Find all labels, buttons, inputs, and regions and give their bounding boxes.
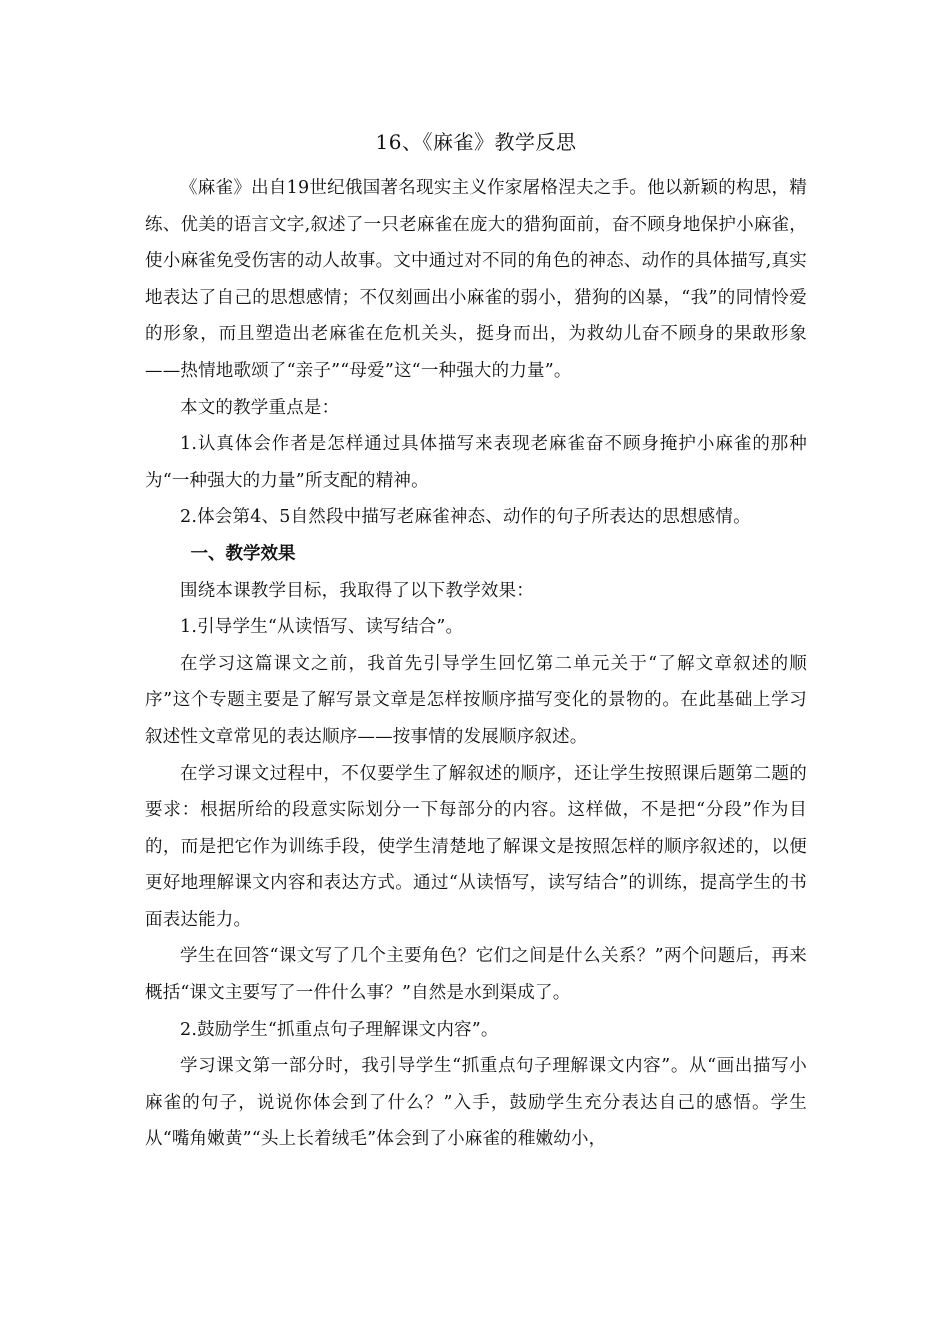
section-heading-teaching-effect: 一、教学效果 xyxy=(190,543,296,564)
document-page xyxy=(145,122,807,1158)
effect-point-1-paragraph-3: 学生在回答“课文写了几个主要角色？它们之间是什么关系？”两个问题后，再来概括“课文主要写了一件什么事？”自然是水到渠成了。 xyxy=(145,946,807,1004)
effect-intro-paragraph: 围绕本课教学目标，我取得了以下教学效果： xyxy=(180,580,534,601)
teaching-focus-label: 本文的教学重点是： xyxy=(180,397,340,418)
effect-point-1-paragraph-2: 在学习课文过程中，不仅要学生了解叙述的顺序，还让学生按照课后题第二题的要求：根据所给的段意实际划分一下每部分的内容。这样做，不是把“分段”作为目的，而是把它作为训练手段，使学生清楚地了解课文是按照怎样的顺序叙述的，以便更好地理解课文内容和表达方式。通过“从读悟写，读写结合”的训练，提高学生的书面表达能力。 xyxy=(145,763,807,930)
document-title: 16、《麻雀》教学反思 xyxy=(375,130,577,154)
teaching-focus-item-2: 2.体会第4、5自然段中描写老麻雀神态、动作的句子所表达的思想感情。 xyxy=(180,507,751,528)
intro-paragraph: 《麻雀》出自19世纪俄国著名现实主义作家屠格涅夫之手。他以新颖的构思，精练、优美的语言文字,叙述了一只老麻雀在庞大的猎狗面前，奋不顾身地保护小麻雀，使小麻雀免受伤害的动人故事。文中通过对不同的角色的神态、动作的具体描写,真实地表达了自己的思想感情；不仅刻画出小麻雀的弱小，猎狗的凶暴，“我”的同情怜爱的形象，而且塑造出老麻雀在危机关头，挺身而出，为救幼儿奋不顾身的果敢形象——热情地歌颂了“亲子”“母爱”这“一种强大的力量”。 xyxy=(145,178,807,381)
effect-point-1-title: 1.引导学生“从读悟写、读写结合”。 xyxy=(180,617,464,638)
effect-point-2-paragraph-1: 学习课文第一部分时，我引导学生“抓重点句子理解课文内容”。从“画出描写小麻雀的句子，说说你体会到了什么？”入手，鼓励学生充分表达自己的感悟。学生从“嘴角嫩黄”“头上长着绒毛”体会到了小麻雀的稚嫩幼小， xyxy=(145,1056,807,1150)
effect-point-2-title: 2.鼓励学生“抓重点句子理解课文内容”。 xyxy=(180,1019,499,1040)
teaching-focus-item-1: 1.认真体会作者是怎样通过具体描写来表现老麻雀奋不顾身掩护小麻雀的那种为“一种强大的力量”所支配的精神。 xyxy=(145,434,807,491)
effect-point-1-paragraph-1: 在学习这篇课文之前，我首先引导学生回忆第二单元关于“了解文章叙述的顺序”这个专题主要是了解写景文章是怎样按顺序描写变化的景物的。在此基础上学习叙述性文章常见的表达顺序——按事情的发展顺序叙述。 xyxy=(145,653,807,747)
